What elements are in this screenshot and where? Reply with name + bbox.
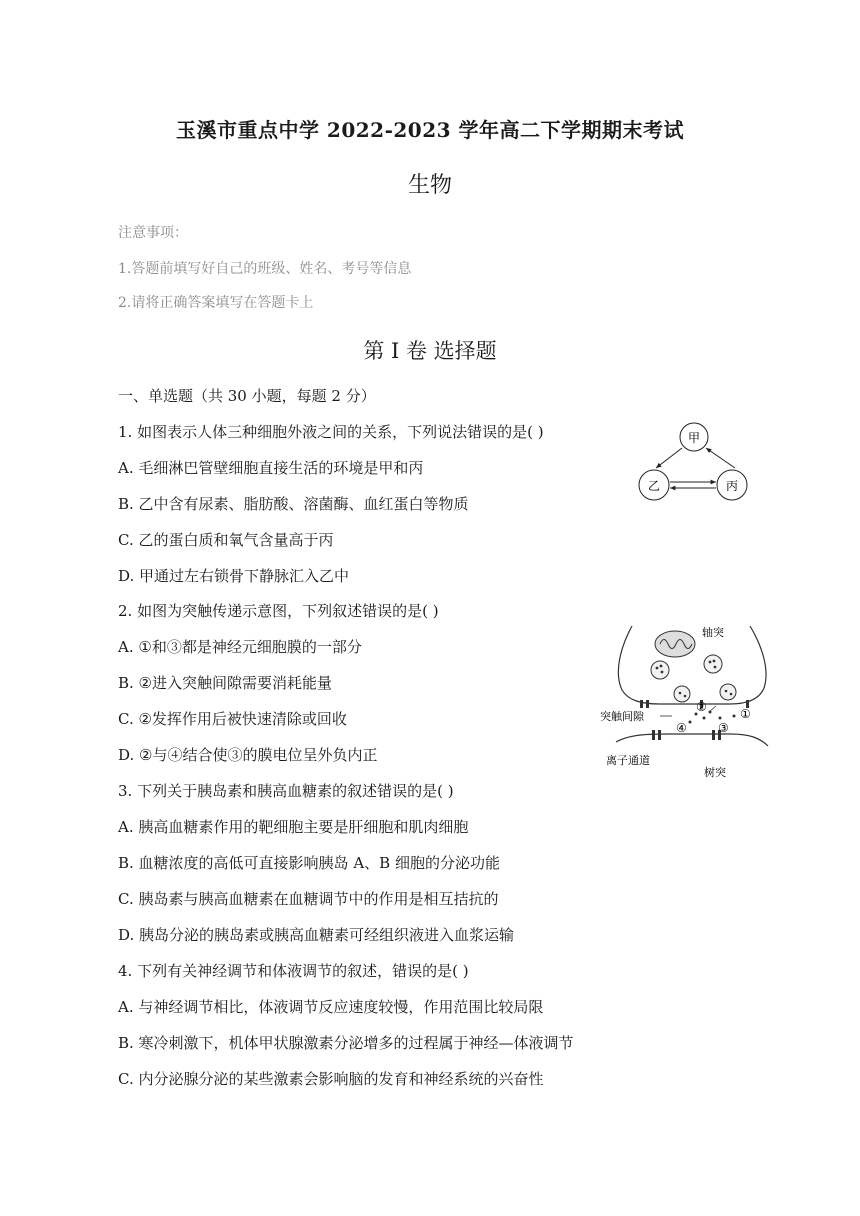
question-1-option-a: A. 毛细淋巴管壁细胞直接生活的环境是甲和丙 — [118, 459, 424, 477]
label-cleft: 突触间隙 — [600, 710, 644, 723]
arrow-bing-to-jia — [706, 448, 735, 468]
dendrite-membrane — [616, 734, 768, 746]
marker-1: ① — [740, 707, 751, 721]
question-3-option-c: C. 胰岛素与胰高血糖素在血糖调节中的作用是相互拮抗的 — [118, 890, 499, 908]
subject-title: 生物 — [407, 173, 452, 198]
marker-3: ③ — [718, 721, 729, 735]
note-item: 2.请将正确答案填写在答题卡上 — [118, 295, 314, 311]
question-2-option-a: A. ①和③都是神经元细胞膜的一部分 — [118, 638, 362, 656]
question-4-option-a: A. 与神经调节相比，体液调节反应速度较慢，作用范围比较局限 — [118, 998, 544, 1016]
label-ion-channel: 离子通道 — [606, 754, 650, 767]
question-4-stem: 4. 下列有关神经调节和体液调节的叙述，错误的是( ) — [118, 962, 469, 980]
node-yi-label: 乙 — [647, 479, 661, 493]
body-fluid-diagram — [630, 418, 780, 508]
question-1-option-c: C. 乙的蛋白质和氧气含量高于丙 — [118, 531, 334, 549]
note-item: 1.答题前填写好自己的班级、姓名、考号等信息 — [118, 261, 412, 277]
node-bing-label: 丙 — [725, 479, 739, 493]
question-1-stem: 1. 如图表示人体三种细胞外液之间的关系，下列说法错误的是( ) — [118, 423, 544, 441]
question-3-option-a: A. 胰高血糖素作用的靶细胞主要是肝细胞和肌肉细胞 — [118, 818, 469, 836]
section-title: 第 I 卷 选择题 — [363, 339, 497, 363]
question-2-stem: 2. 如图为突触传递示意图，下列叙述错误的是( ) — [118, 602, 439, 620]
question-3-option-d: D. 胰岛分泌的胰岛素或胰高血糖素可经组织液进入血浆运输 — [118, 926, 515, 944]
vesicle — [674, 686, 690, 702]
vesicle — [704, 655, 722, 673]
question-2-option-b: B. ②进入突触间隙需要消耗能量 — [118, 674, 333, 692]
synapse-diagram — [600, 618, 780, 786]
part-heading: 一、单选题（共 30 小题，每题 2 分） — [118, 387, 376, 405]
vesicle — [651, 661, 669, 679]
marker-2: ② — [696, 700, 707, 714]
question-2-option-c: C. ②发挥作用后被快速清除或回收 — [118, 710, 347, 728]
arrow-jia-to-yi — [656, 448, 682, 468]
question-3-option-b: B. 血糖浓度的高低可直接影响胰岛 A、B 细胞的分泌功能 — [118, 854, 500, 872]
notes-heading: 注意事项： — [118, 225, 188, 241]
question-3-stem: 3. 下列关于胰岛素和胰高血糖素的叙述错误的是( ) — [118, 782, 454, 800]
mitochondrion — [655, 631, 695, 657]
vesicle — [720, 684, 736, 700]
marker-4: ④ — [676, 721, 687, 735]
question-4-option-c: C. 内分泌腺分泌的某些激素会影响脑的发育和神经系统的兴奋性 — [118, 1070, 544, 1088]
question-2-option-d: D. ②与④结合使③的膜电位呈外负内正 — [118, 746, 378, 764]
node-jia-label: 甲 — [687, 431, 701, 445]
label-axon: 轴突 — [702, 626, 724, 639]
exam-title: 玉溪市重点中学 2022-2023 学年高二下学期期末考试 — [175, 118, 685, 142]
label-dendrite: 树突 — [704, 766, 726, 779]
question-1-option-b: B. 乙中含有尿素、脂肪酸、溶菌酶、血红蛋白等物质 — [118, 495, 469, 513]
question-4-option-b: B. 寒冷刺激下，机体甲状腺激素分泌增多的过程属于神经—体液调节 — [118, 1034, 574, 1052]
question-1-option-d: D. 甲通过左右锁骨下静脉汇入乙中 — [118, 567, 350, 585]
